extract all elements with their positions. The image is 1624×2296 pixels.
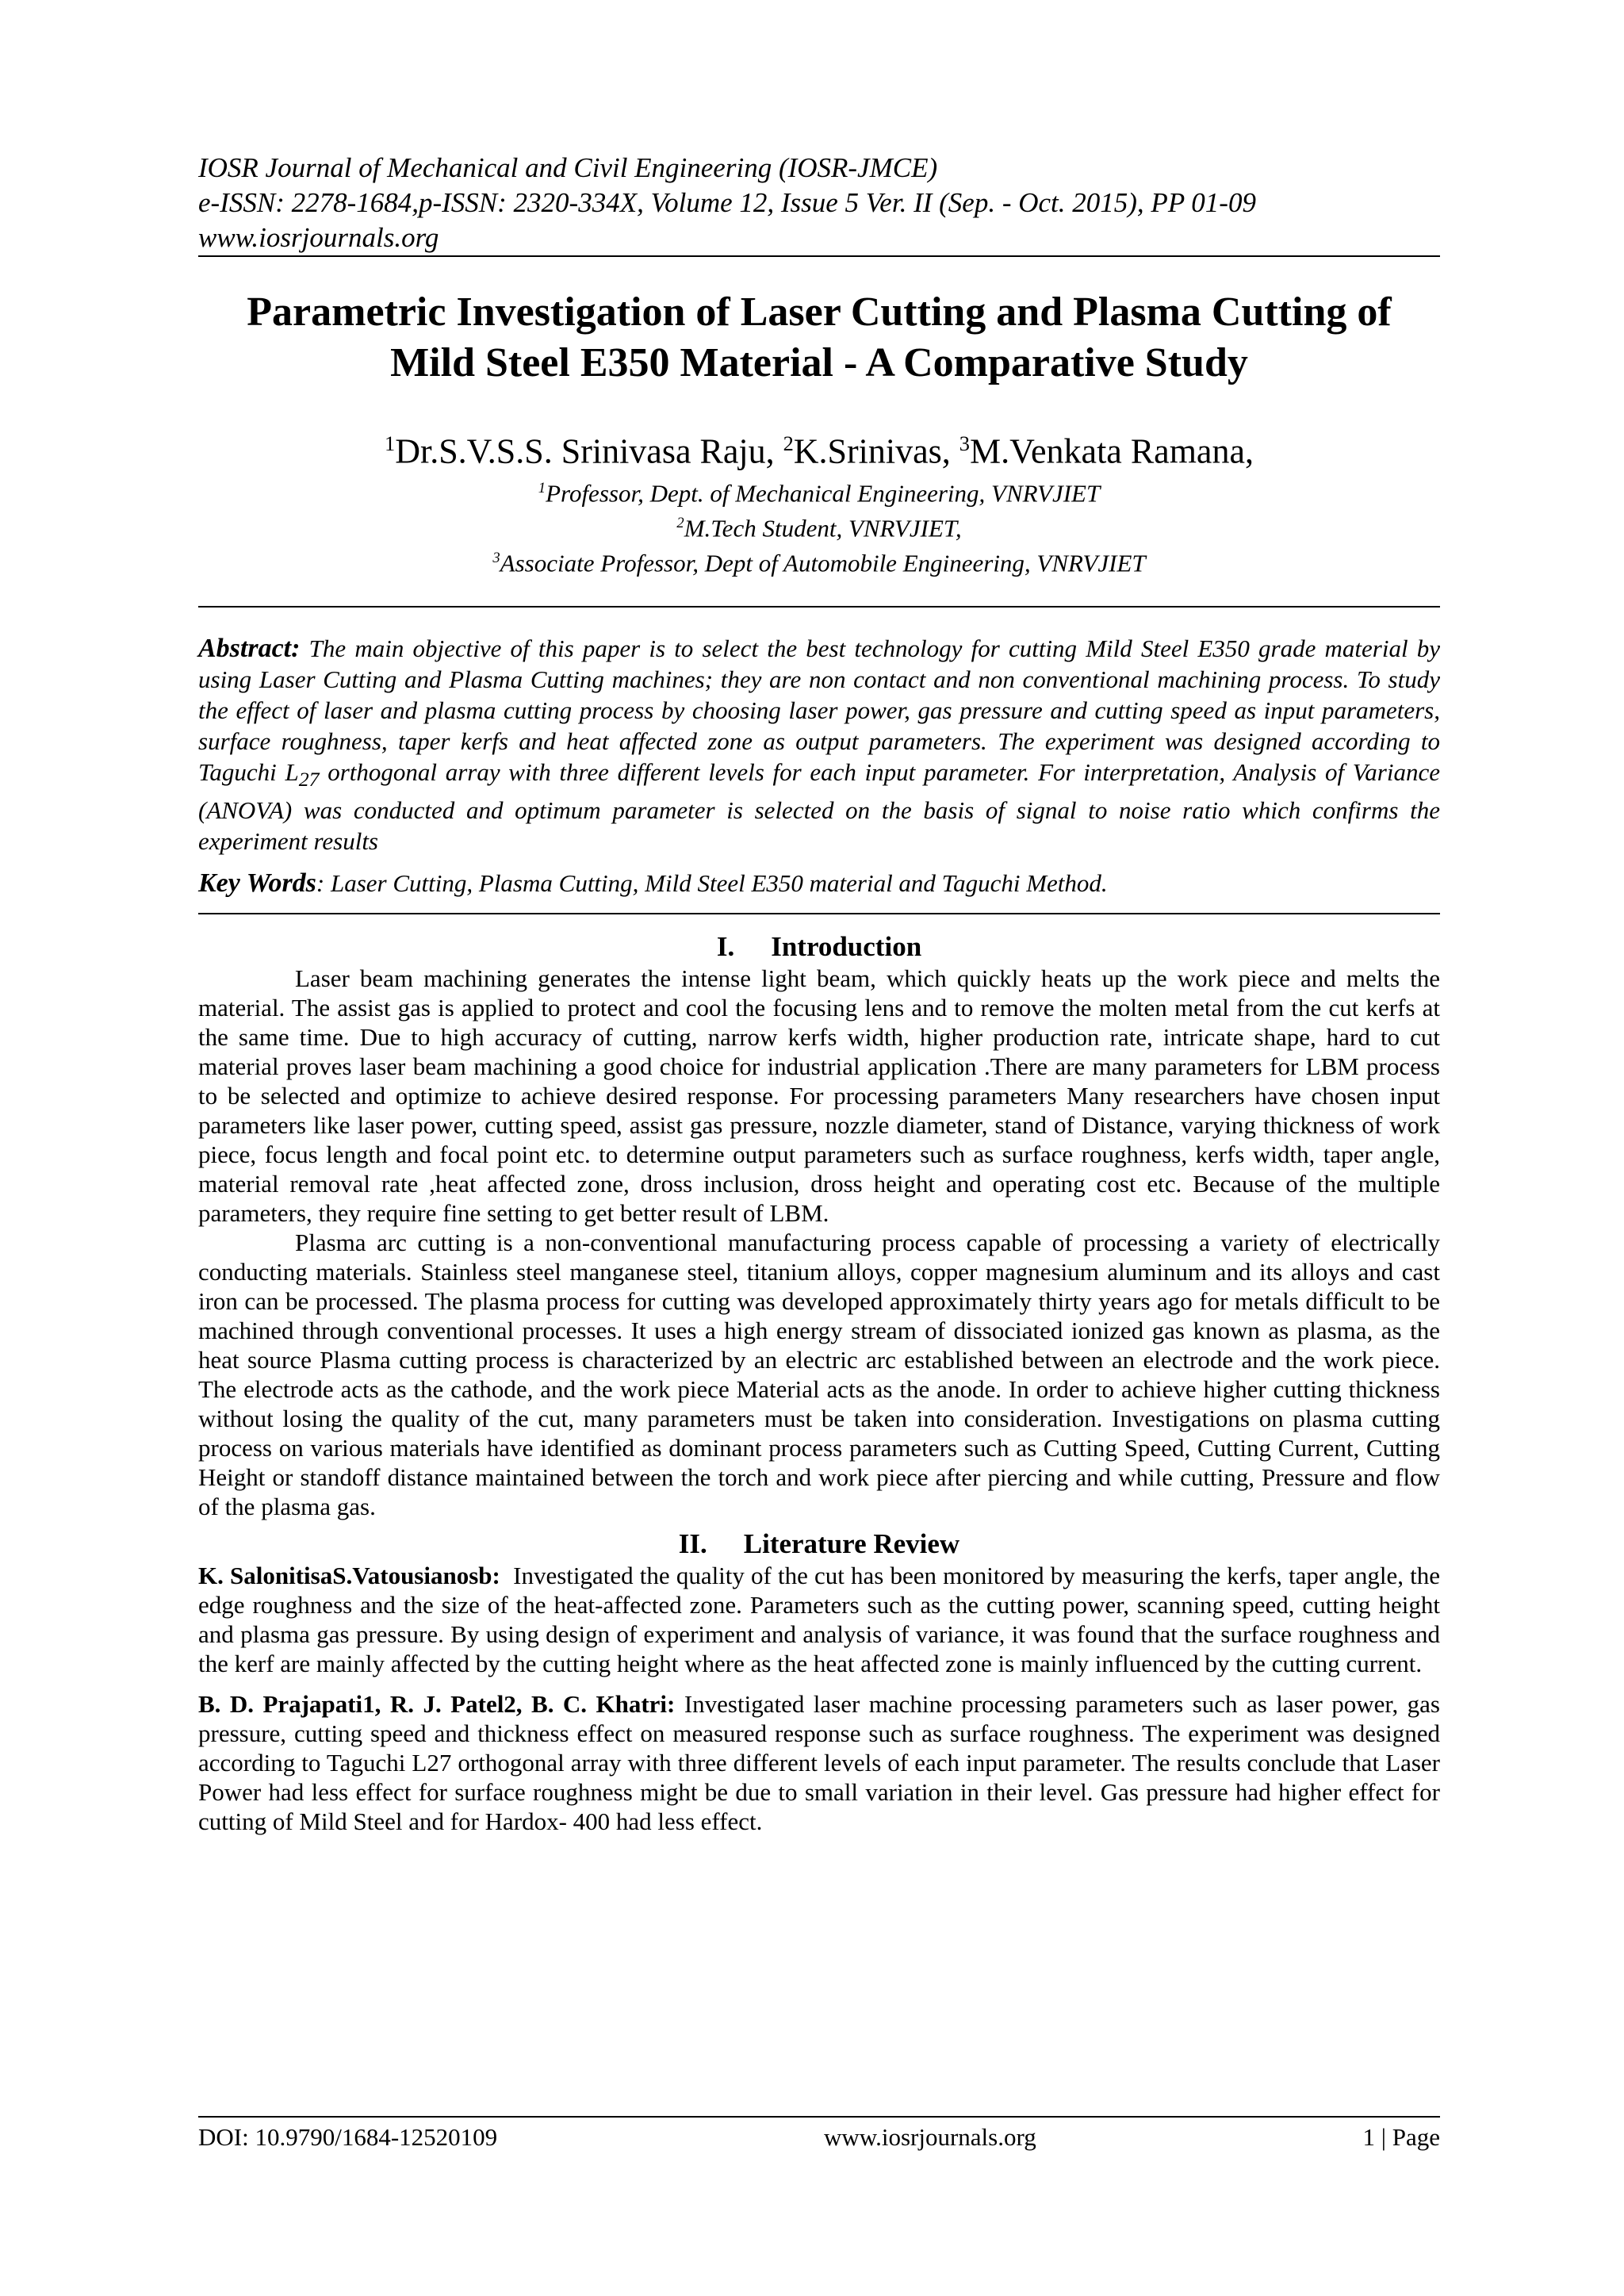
affiliation-3-marker: 3 <box>492 550 500 567</box>
abstract <box>198 633 1440 857</box>
header-rule <box>198 255 1440 257</box>
affiliation-2-marker: 2 <box>676 514 684 531</box>
introduction-title: Introduction <box>771 930 922 962</box>
literature-review-title: Literature Review <box>743 1527 960 1559</box>
abstract-text-1: The main objective of this paper is to select the best technology for cutting Mild Steel E350 grade material by using Laser Cutting and Plasma Cutting machines; they are non contact and non conventional machining process. To study the effect of laser and plasma cutting process by choosing laser power, gas pressure and cutting speed as input parameters, surface roughness, taper kerfs and heat affected zone as output parameters. The experiment was designed according to Taguchi L <box>198 634 1441 786</box>
author-1-marker: 1 <box>385 431 396 455</box>
affiliations <box>198 473 1440 579</box>
footer-doi: DOI: 10.9790/1684-12520109 <box>198 2123 498 2151</box>
affiliation-3-text: Associate Professor, Dept of Automobile Engineering, VNRVJIET <box>500 549 1146 577</box>
abstract-top-rule <box>198 606 1440 608</box>
keywords-text: : Laser Cutting, Plasma Cutting, Mild Steel E350 material and Taguchi Method. <box>316 868 1108 897</box>
paper-page <box>198 151 1440 1836</box>
paper-title <box>198 287 1440 389</box>
author-3: M.Venkata Ramana, <box>969 431 1254 471</box>
literature-entry <box>198 1689 1440 1836</box>
footer-page-number: 1 | Page <box>1362 2123 1440 2151</box>
literature-review-number: II. <box>678 1527 707 1559</box>
footer-website: www.iosrjournals.org <box>823 2123 1036 2151</box>
page-footer <box>198 2116 1440 2152</box>
title-line-2: Mild Steel E350 Material - A Comparative Study <box>390 340 1248 385</box>
introduction-number: I. <box>716 930 735 962</box>
journal-header <box>198 151 1440 255</box>
abstract-subscript: 27 <box>298 767 320 791</box>
abstract-label: Abstract: <box>198 633 301 663</box>
author-1: Dr.S.V.S.S. Srinivasa Raju, <box>395 431 775 471</box>
introduction-paragraph-1: Laser beam machining generates the intense light beam, which quickly heats up the work piece and melts the material. The assist gas is applied to protect and cool the focusing lens and to remove the molten metal from the cut kerfs at the same time. Due to high accuracy of cutting, narrow kerfs width, higher production rate, intricate shape, hard to cut material proves laser beam machining a good choice for industrial application .There are many parameters for LBM process to be selected and optimize to achieve desired response. For processing parameters Many researchers have chosen input parameters like laser power, cutting speed, assist gas pressure, nozzle diameter, stand of Distance, varying thickness of work piece, focus length and focal point etc. to determine output parameters such as surface roughness, kerfs width, taper angle, material removal rate ,heat affected zone, dross inclusion, dross height and operating cost etc. Because of the multiple parameters, they require fine setting to get better result of LBM. <box>198 964 1440 1227</box>
author-2-marker: 2 <box>783 431 794 455</box>
journal-name: IOSR Journal of Mechanical and Civil Engineering (IOSR-JMCE) <box>198 152 938 183</box>
literature-entry-text: Investigated laser machine processing parameters such as laser power, gas pressure, cutting speed and thickness effect on measured response such as surface roughness. The experiment was designed according to Taguchi L27 orthogonal array with three different levels of each input parameter. The results conclude that Laser Power had less effect for surface roughness might be due to small variation in their level. Gas pressure had higher effect for cutting of Mild Steel and for Hardox- 400 had less effect. <box>198 1689 1441 1835</box>
literature-entry <box>198 1561 1440 1678</box>
issn-line: e-ISSN: 2278-1684,p-ISSN: 2320-334X, Volume 12, Issue 5 Ver. II (Sep. - Oct. 2015), PP 01-09 <box>198 187 1256 218</box>
author-3-marker: 3 <box>959 431 970 455</box>
literature-entry-authors: K. SalonitisaS.Vatousianosb: <box>198 1561 500 1589</box>
title-line-1: Parametric Investigation of Laser Cutting and Plasma Cutting of <box>247 289 1392 335</box>
affiliation-2-text: M.Tech Student, VNRVJIET, <box>684 514 962 542</box>
affiliation-1-marker: 1 <box>538 479 546 496</box>
affiliation-1-text: Professor, Dept. of Mechanical Engineering, VNRVJIET <box>546 478 1101 507</box>
keywords <box>198 868 1440 899</box>
abstract-bottom-rule <box>198 913 1440 914</box>
affiliation-1 <box>198 473 1440 508</box>
author-2: K.Srinivas, <box>793 431 951 471</box>
journal-website: www.iosrjournals.org <box>198 222 439 253</box>
affiliation-3 <box>198 543 1440 578</box>
literature-review-heading <box>198 1527 1440 1561</box>
author-list <box>198 422 1440 473</box>
introduction-heading <box>198 930 1440 964</box>
abstract-text-2: orthogonal array with three different levels for each input parameter. For interpretation, Analysis of Variance (ANOVA) was conducted and optimum parameter is selected on the basis of signal to noise ratio which confirms the experiment results <box>198 757 1440 855</box>
introduction-paragraph-2: Plasma arc cutting is a non-conventional manufacturing process capable of processing a variety of electrically conducting materials. Stainless steel manganese steel, titanium alloys, copper magnesium aluminum and its alloys and cast iron can be processed. The plasma process for cutting was developed approximately thirty years ago for metals difficult to be machined through conventional processes. It uses a high energy stream of dissociated ionized gas known as plasma, as the heat source Plasma cutting process is characterized by an electric arc established between an electrode and the work piece. The electrode acts as the cathode, and the work piece Material acts as the anode. In order to achieve higher cutting thickness without losing the quality of the cut, many parameters must be taken into consideration. Investigations on plasma cutting process on various materials have identified as dominant process parameters such as Cutting Speed, Cutting Current, Cutting Height or standoff distance maintained between the torch and work piece after piercing and while cutting, Pressure and flow of the plasma gas. <box>198 1228 1440 1520</box>
affiliation-2 <box>198 508 1440 543</box>
literature-entry-authors: B. D. Prajapati1, R. J. Patel2, B. C. Khatri: <box>198 1689 676 1718</box>
literature-entry-text: Investigated the quality of the cut has been monitored by measuring the kerfs, taper angle, the edge roughness and the size of the heat-affected zone. Parameters such as the cutting power, scanning speed, cutting height and plasma gas pressure. By using design of experiment and analysis of variance, it was found that the surface roughness and the kerf are mainly affected by the cutting height where as the heat affected zone is mainly influenced by the cutting current. <box>198 1561 1441 1677</box>
keywords-label: Key Words <box>198 868 316 898</box>
